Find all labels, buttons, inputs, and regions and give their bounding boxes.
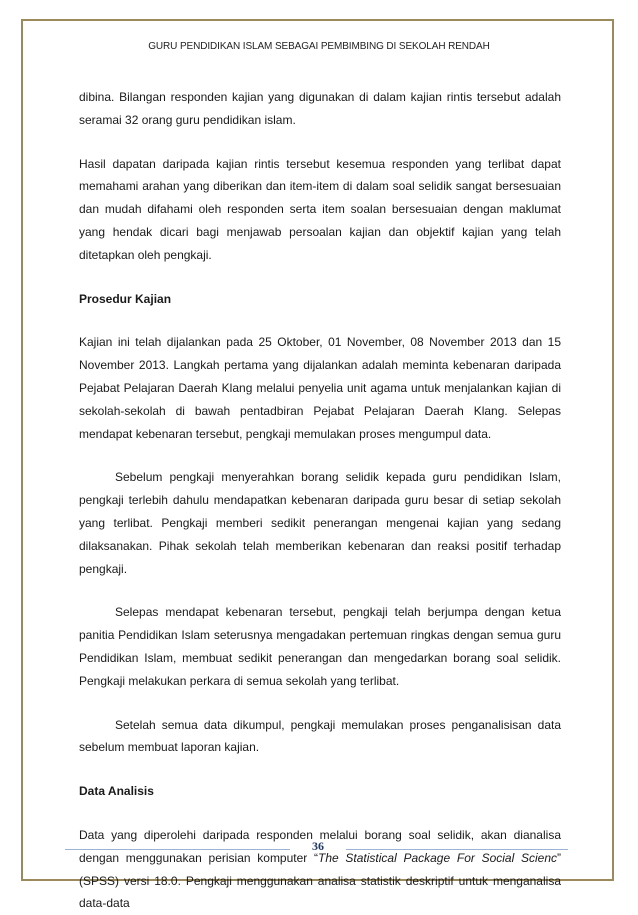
section-heading-procedure: Prosedur Kajian [79, 291, 172, 306]
paragraph-pilot-result: Hasil dapatan daripada kajian rintis tersebut kesemua responden yang terlibat dapat memahami arahan yang diberikan dan item-item di dalam soal selidik sangat bersesuaian dan mudah difahami oleh responden serta item soalan bersesuaian dengan maklumat yang hendak dicari bagi menjawab persoalan kajian dan objektif kajian yang telah ditetapkan oleh pengkaji. [79, 156, 561, 262]
page-content [79, 86, 561, 915]
paragraph-panel-meeting: Selepas mendapat kebenaran tersebut, pengkaji telah berjumpa dengan ketua panitia Pendidikan Islam seterusnya mengadakan pertemuan ringkas dengan semua guru Pendidikan Islam, membuat sedikit penerangan dan mengedarkan borang soal selidik. Pengkaji melakukan perkara di semua sekolah yang terlibat. [79, 605, 561, 688]
section-heading-data-analysis: Data Analisis [79, 784, 154, 799]
paragraph-procedure-dates: Kajian ini telah dijalankan pada 25 Oktober, 01 November, 08 November 2013 dan 15 November 2013. Langkah pertama yang dijalankan adalah meminta kebenaran daripada Pejabat Pelajaran Daerah Klang melalui penyelia unit agama untuk menjalankan kajian di sekolah-sekolah di bawah pentadbiran Pejabat Pelajaran Daerah Klang. Selepas mendapat kebenaran tersebut, pengkaji memulakan proses mengumpul data. [79, 335, 561, 441]
footer-rule-left [65, 849, 290, 850]
paragraph-headmaster-permission: Sebelum pengkaji menyerahkan borang selidik kepada guru pendidikan Islam, pengkaji terlebih dahulu mendapatkan kebenaran daripada guru besar di setiap sekolah yang terlibat. Pengkaji memberi sedikit penerangan mengenai kajian yang sedang dilaksanakan. Pihak sekolah telah memberikan kebenaran dan reaksi positif terhadap pengkaji. [79, 470, 561, 576]
running-header: GURU PENDIDIKAN ISLAM SEBAGAI PEMBIMBING DI SEKOLAH RENDAH [148, 41, 490, 52]
spss-text-after: ” (SPSS) versi 18.0. Pengkaji menggunakan analisa statistik deskriptif untuk menganalisa data-data [79, 850, 561, 911]
spss-software-name: The Statistical Package For Social Scienc [318, 850, 557, 865]
footer-rule-right [346, 849, 568, 850]
paragraph-spss-analysis [79, 824, 561, 915]
page-number: 36 [312, 839, 324, 853]
spss-text-before: Data yang diperolehi daripada responden melalui borang soal selidik, akan dianalisa dengan menggunakan perisian komputer “ [79, 827, 561, 865]
paragraph-data-collected: Setelah semua data dikumpul, pengkaji memulakan proses penganalisisan data sebelum membuat laporan kajian. [79, 717, 561, 755]
paragraph-pilot-sample: dibina. Bilangan responden kajian yang digunakan di dalam kajian rintis tersebut adalah seramai 32 orang guru pendidikan islam. [79, 90, 561, 127]
